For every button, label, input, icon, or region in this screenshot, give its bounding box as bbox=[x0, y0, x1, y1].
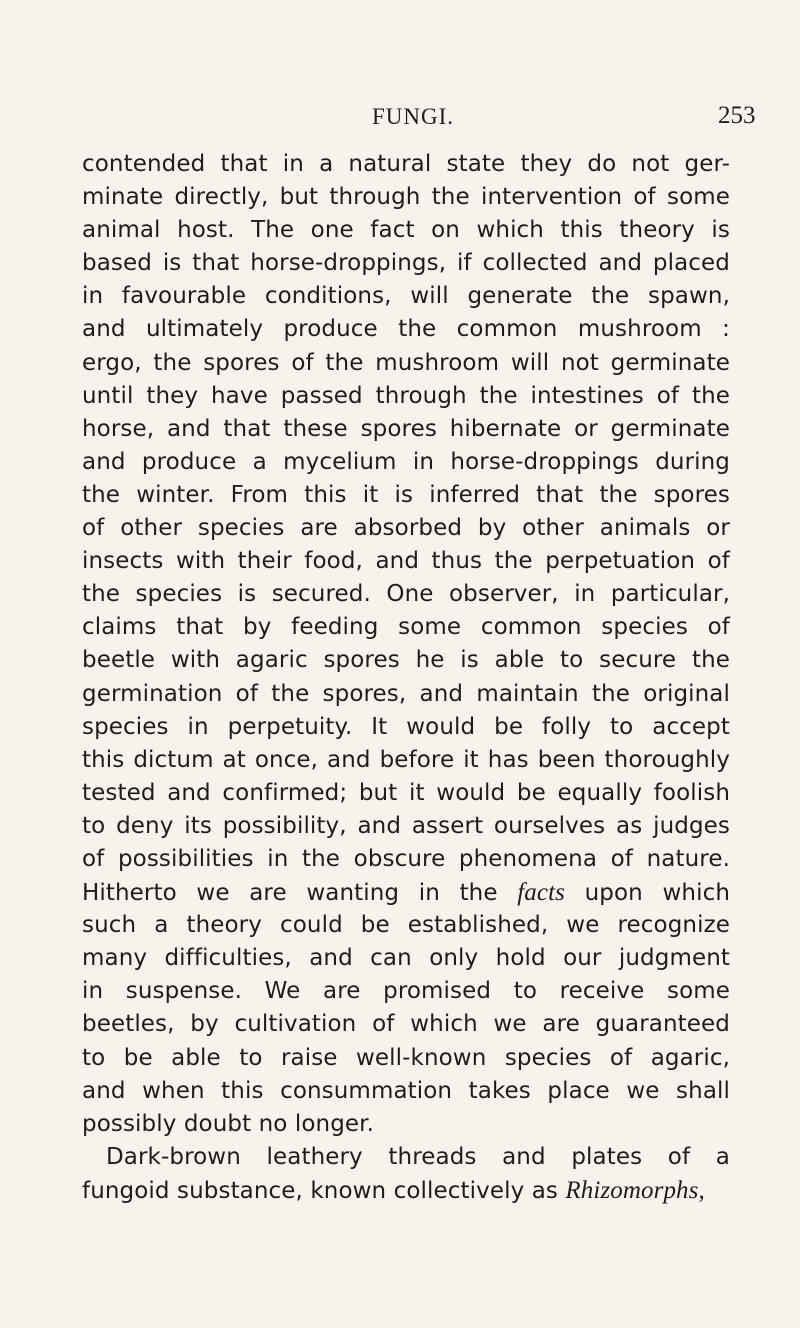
text-line: of other species are absorbed by other animals or bbox=[82, 515, 730, 542]
text-line: and ultimately produce the common mushroom : bbox=[82, 316, 730, 343]
running-title: FUNGI. bbox=[372, 104, 455, 129]
text-line: ergo, the spores of the mushroom will not germinate bbox=[82, 349, 730, 376]
text-line: to deny its possibility, and assert ourselves as judges bbox=[82, 812, 730, 839]
text-line: and produce a mycelium in horse-droppings during bbox=[82, 448, 730, 475]
text-line-with-italic bbox=[82, 1174, 730, 1207]
text-run: fungoid substance, known collectively as bbox=[82, 1177, 558, 1204]
page-number: 253 bbox=[718, 102, 756, 129]
text-line: beetle with agaric spores he is able to secure the bbox=[82, 647, 730, 674]
text-line: in suspense. We are promised to receive some bbox=[82, 978, 730, 1005]
text-line: germination of the spores, and maintain the original bbox=[82, 680, 730, 707]
text-line: such a theory could be established, we recognize bbox=[82, 912, 730, 939]
running-head bbox=[0, 104, 800, 134]
text-line: this dictum at once, and before it has been thoroughly bbox=[82, 746, 730, 773]
text-line: beetles, by cultivation of which we are guaranteed bbox=[82, 1011, 730, 1038]
text-line: of possibilities in the obscure phenomena of nature. bbox=[82, 845, 730, 872]
text-line: in favourable conditions, will generate the spawn, bbox=[82, 283, 730, 310]
text-run: upon which bbox=[584, 880, 730, 907]
text-run: Hitherto we are wanting in the bbox=[82, 880, 498, 907]
text-line: many difficulties, and can only hold our judgment bbox=[82, 945, 730, 972]
text-line: horse, and that these spores hibernate or germinate bbox=[82, 415, 730, 442]
text-line: tested and confirmed; but it would be equally foolish bbox=[82, 779, 730, 806]
text-line: minate directly, but through the intervention of some bbox=[82, 184, 730, 211]
text-line: claims that by feeding some common species of bbox=[82, 614, 730, 641]
text-line: contended that in a natural state they do not ger- bbox=[82, 151, 730, 177]
text-line-paragraph-end: possibly doubt no longer. bbox=[82, 1110, 375, 1137]
text-line: until they have passed through the intestines of the bbox=[82, 382, 730, 409]
body-text bbox=[82, 148, 730, 1207]
text-line: and when this consummation takes place we shall bbox=[82, 1077, 730, 1104]
text-line: animal host. The one fact on which this theory is bbox=[82, 217, 730, 244]
text-line: the species is secured. One observer, in particular, bbox=[82, 581, 730, 608]
text-line-paragraph-start: Dark-brown leathery threads and plates of a bbox=[106, 1143, 730, 1170]
text-line-with-italic bbox=[82, 876, 730, 909]
text-line: the winter. From this it is inferred that the spores bbox=[82, 481, 730, 508]
italic-term: Rhizomorphs, bbox=[565, 1176, 705, 1204]
text-line: species in perpetuity. It would be folly to accept bbox=[82, 713, 730, 740]
text-line: based is that horse-droppings, if collected and placed bbox=[82, 250, 730, 277]
text-line: to be able to raise well-known species of agaric, bbox=[82, 1044, 730, 1071]
italic-term: facts bbox=[517, 879, 565, 907]
text-line: insects with their food, and thus the perpetuation of bbox=[82, 548, 730, 575]
